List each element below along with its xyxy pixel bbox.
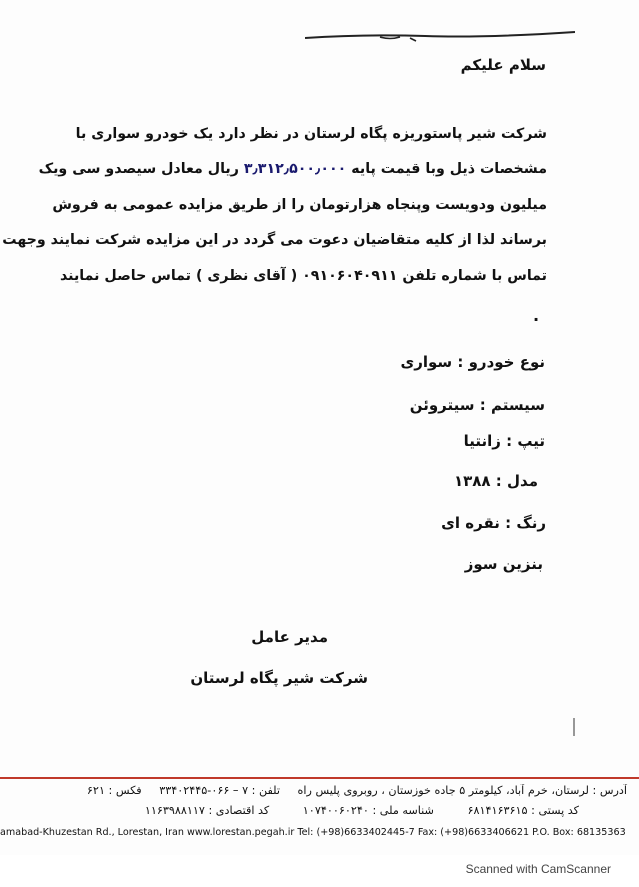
amount-line-after: ریال معادل سیصدو سی ویک bbox=[38, 161, 244, 177]
margin-tick-mark bbox=[571, 718, 577, 736]
spec-value: ۱۳۸۸ bbox=[453, 472, 491, 490]
top-handwriting-mark bbox=[305, 28, 575, 42]
body-line-4: برساند لذا از کلیه متقاضیان دعوت می گردد در این مزایده شرکت نمایند وجهت bbox=[2, 232, 547, 248]
body-line-5: تماس با شماره تلفن ۰۹۱۰۶۰۴۰۹۱۱ ( آقای نظری ) تماس حاصل نمایند bbox=[59, 268, 547, 284]
footer-address: آدرس : لرستان، خرم آباد، کیلومتر ۵ جاده خوزستان ، روبروی پلیس راه bbox=[297, 784, 627, 797]
end-mark: . bbox=[533, 306, 540, 325]
footer-address-row bbox=[0, 784, 639, 797]
greeting: سلام علیکم bbox=[460, 56, 546, 74]
spec-value: زانتیا bbox=[463, 432, 501, 450]
spec-label: مدل bbox=[507, 472, 538, 490]
signature-company: شرکت شیر پگاه لرستان bbox=[190, 669, 368, 687]
spec-label: رنگ bbox=[516, 514, 546, 532]
spec-type: تیپ : زانتیا bbox=[463, 432, 545, 450]
base-price-amount: ۳٫۳۱۲٫۵۰۰٫۰۰۰ bbox=[243, 161, 347, 177]
scanner-label: Scanned with CamScanner bbox=[465, 862, 611, 876]
spec-color: رنگ : نقره ای bbox=[441, 514, 546, 532]
spec-system: سیستم : سیتروئن bbox=[409, 396, 545, 414]
footer-national-id: شناسه ملی : ۱۰۷۴۰۰۶۰۲۴۰ bbox=[302, 804, 434, 817]
footer-fax: فکس : ۶۲۱ bbox=[86, 784, 142, 797]
spec-label: نوع خودرو bbox=[468, 353, 545, 371]
footer-divider bbox=[0, 777, 639, 779]
spec-model: مدل : ۱۳۸۸ bbox=[453, 472, 538, 490]
spec-vehicle-type: نوع خودرو : سواری bbox=[400, 353, 545, 371]
footer-postal-code: کد پستی : ۶۸۱۴۱۶۳۶۱۵ bbox=[467, 804, 579, 817]
spec-label: تیپ bbox=[517, 432, 545, 450]
spec-value: سیتروئن bbox=[409, 396, 475, 414]
body-line-2 bbox=[7, 161, 547, 177]
spec-fuel: بنزین سوز bbox=[464, 555, 543, 573]
signature-title: مدیر عامل bbox=[251, 628, 328, 646]
body-line-1: شرکت شیر پاستوریزه پگاه لرستان در نظر دارد یک خودرو سواری با bbox=[75, 126, 547, 142]
spec-value: سواری bbox=[400, 353, 453, 371]
spec-value: نقره ای bbox=[441, 514, 500, 532]
spec-label: سیستم bbox=[490, 396, 545, 414]
footer-codes-row bbox=[0, 804, 639, 817]
footer-phone: تلفن : ۷ – ۰۶۶-۳۳۴۰۲۴۴۵ bbox=[159, 784, 280, 797]
amount-line-before: مشخصات ذیل وبا قیمت پایه bbox=[346, 161, 547, 177]
footer-english-line: amabad-Khuzestan Rd., Lorestan, Iran www.lorestan.pegah.ir Tel: (+98)6633402445-7 Fax: (+98)6633406621 P.O. Box: 68135363 bbox=[0, 827, 626, 838]
footer-economic-code: کد اقتصادی : ۱۱۶۳۹۸۸۱۱۷ bbox=[144, 804, 270, 817]
body-line-3: میلیون ودویست وپنجاه هزارتومان را از طریق مزایده عمومی به فروش bbox=[52, 197, 547, 213]
